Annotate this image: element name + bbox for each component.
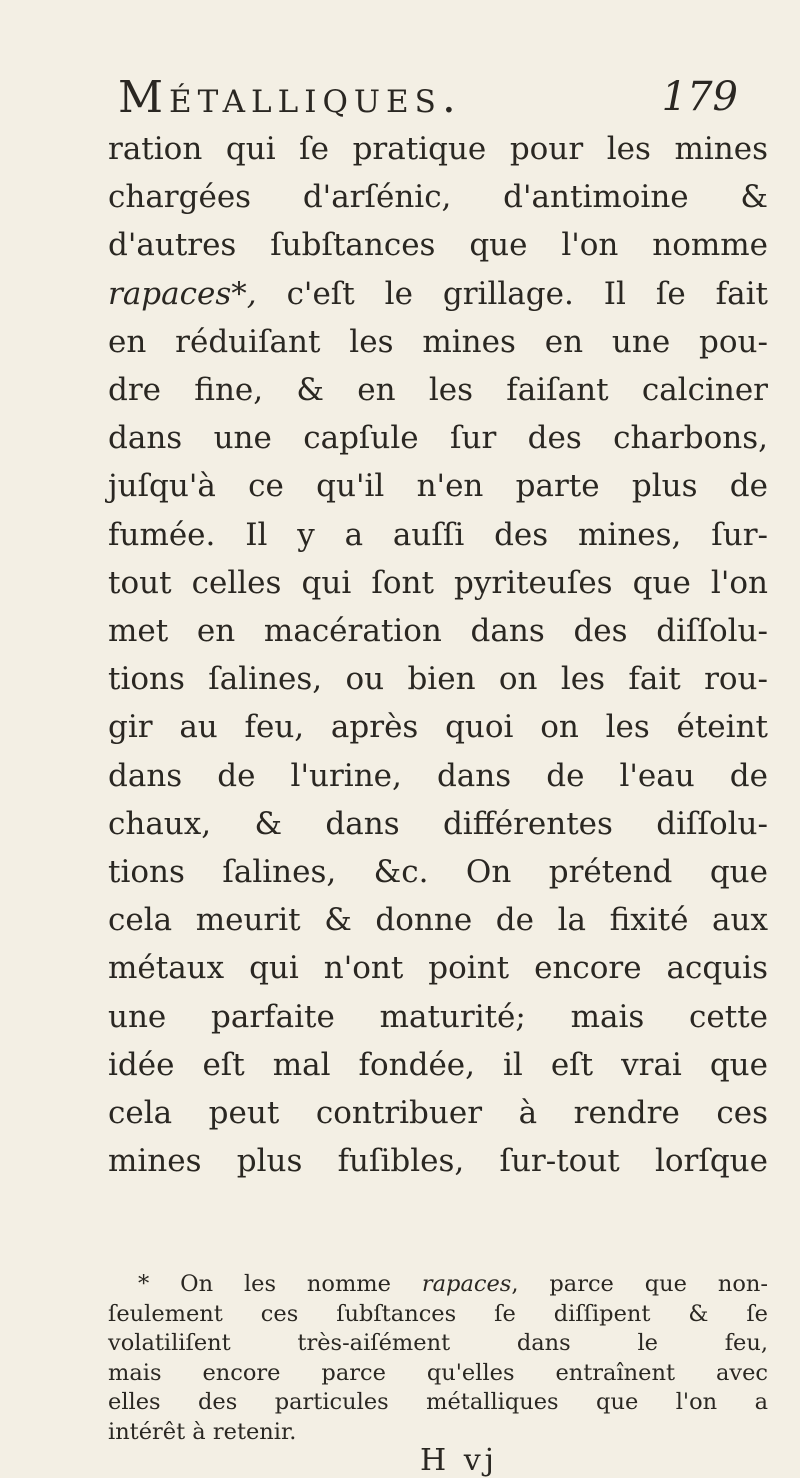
- footnote-line-rest: , parce que non-: [511, 1271, 768, 1297]
- text-line: chaux, & dans différentes diſſolu-: [108, 805, 768, 842]
- text-line: tions ſalines, &c. On prétend que: [108, 854, 768, 891]
- footnote-marker: * On les nomme: [138, 1271, 391, 1297]
- footnote-italic-term: rapaces: [421, 1271, 512, 1297]
- text-line: métaux qui n'ont point encore acquis: [108, 950, 768, 987]
- footnote-line: elles des particules métalliques que l'on a: [108, 1389, 768, 1415]
- text-line: juſqu'à ce qu'il n'en parte plus de: [108, 468, 768, 505]
- text-line: [108, 270, 768, 318]
- text-line: gir au feu, après quoi on les éteint: [108, 709, 768, 746]
- italic-term: rapaces*,: [108, 275, 257, 312]
- text-line: met en macération dans des diſſolu-: [108, 613, 768, 650]
- text-line: dre fine, & en les faiſant calciner: [108, 372, 768, 409]
- text-line: en réduiſant les mines en une pou-: [108, 323, 768, 360]
- text-line: une parfaite maturité; mais cette: [108, 998, 768, 1035]
- footnote-line: mais encore parce qu'elles entraînent avec: [108, 1359, 768, 1386]
- text-line: tions ſalines, ou bien on les fait rou-: [108, 661, 768, 698]
- footnote: [108, 1270, 768, 1447]
- text-line: chargées d'arſénic, d'antimoine &: [108, 179, 768, 216]
- text-line: fumée. Il y a auſſi des mines, ſur-: [108, 516, 768, 553]
- text-line: ration qui ſe pratique pour les mines: [108, 131, 768, 167]
- text-line: idée eſt mal fondée, il eſt vrai que: [108, 1046, 768, 1083]
- text-line: cela meurit & donne de la fixité aux: [108, 902, 768, 939]
- footnote-line: intérêt à retenir.: [108, 1418, 297, 1445]
- body-text: [108, 125, 768, 1185]
- page-header: [118, 72, 738, 122]
- text-line: d'autres ſubſtances que l'on nomme: [108, 227, 768, 264]
- footnote-line: volatiliſent très-aiſément dans le feu,: [108, 1330, 768, 1356]
- footnote-line: ſeulement ces ſubſtances ſe diſſipent & ſe: [108, 1300, 768, 1327]
- text-line-rest: c'eſt le grillage. Il ſe fait: [286, 275, 768, 312]
- running-head: Métalliques.: [118, 72, 462, 123]
- footnote-line: [108, 1270, 768, 1300]
- signature-mark: H vj: [420, 1443, 498, 1478]
- text-line: cela peut contribuer à rendre ces: [108, 1095, 768, 1132]
- text-line: dans de l'urine, dans de l'eau de: [108, 757, 768, 794]
- text-line: mines plus fuſibles, ſur-tout lorſque: [108, 1143, 768, 1180]
- text-line: tout celles qui ſont pyriteuſes que l'on: [108, 564, 768, 601]
- text-line: dans une capſule ſur des charbons,: [108, 420, 768, 457]
- page-number: 179: [661, 74, 738, 120]
